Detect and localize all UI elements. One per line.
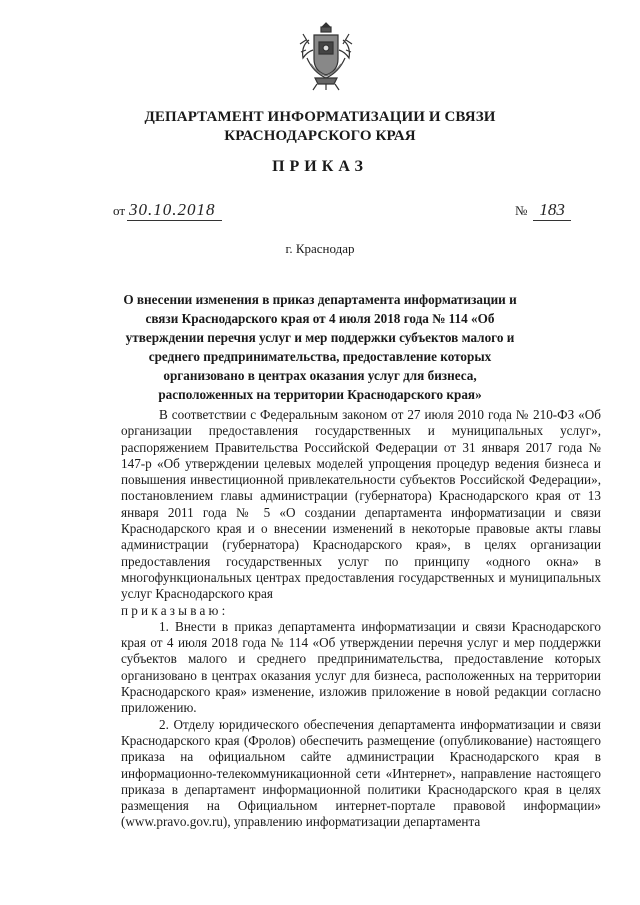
decree-word: приказываю: bbox=[121, 602, 229, 618]
city: г. Краснодар bbox=[285, 241, 355, 256]
item-1-paragraph: 1. Внести в приказ департамента информатизации и связи Краснодарского края от 4 июля 2018 года № 114 «Об утверждении перечня услуг и мер поддержки субъектов малого и среднего предпринимательства, предоставление которых организовано в центрах оказания услуг для бизнеса, расположенных на территории Краснодарского края» изменение, изложив приложение в новой редакции согласно приложению. bbox=[121, 618, 601, 716]
krasnodar-coat-of-arms-icon bbox=[295, 20, 357, 92]
department-line-2: КРАСНОДАРСКОГО КРАЯ bbox=[224, 128, 416, 144]
preamble-paragraph: В соответствии с Федеральным законом от 27 июля 2010 года № 210-ФЗ «Об организации предоставления государственных и муниципальных услуг», распоряжением Правительства Российской Федерации от 31 января 2017 года № 147-р «Об утверждении целевых моделей упрощения процедур ведения бизнеса и повышения инвестиционной привлекательности субъектов Российской Федерации», постановлением главы администрации (губернатора) Краснодарского края от 13 января 2011 года № 5 «О создании департамента информатизации и связи Краснодарского края и о внесении изменений в некоторые правовые акты главы администрации (губернатора) Краснодарского края», в целях организации предоставления государственных услуг по принципу «одного окна» в многофункциональных центрах предоставления государственных и муниципальных услуг Краснодарского края bbox=[121, 407, 601, 602]
department-name bbox=[0, 108, 640, 146]
department-line-1: ДЕПАРТАМЕНТ ИНФОРМАТИЗАЦИИ И СВЯЗИ bbox=[144, 109, 496, 125]
number-value: 183 bbox=[533, 200, 571, 221]
decree-line bbox=[121, 603, 601, 619]
number-prefix: № bbox=[515, 203, 528, 218]
date-value: 30.10.2018 bbox=[127, 200, 222, 221]
order-body bbox=[121, 407, 601, 831]
item-2-paragraph: 2. Отделу юридического обеспечения департамента информатизации и связи Краснодарского края (Фролов) обеспечить размещение (опубликование) настоящего приказа на официальном сайте администрации Краснодарского края в информационно-телекоммуникационной сети «Интернет», направление настоящего приказа в департамент информационной политики Краснодарского края в целях размещения на Официальном интернет-портале правовой информации» (www.pravo.gov.ru), управлению информатизации департамента bbox=[121, 716, 601, 830]
date-prefix: от bbox=[113, 203, 126, 218]
order-date bbox=[113, 200, 222, 221]
order-number bbox=[515, 200, 571, 221]
document-type: ПРИКАЗ bbox=[272, 158, 368, 175]
order-title: О внесении изменения в приказ департамента информатизации и связи Краснодарского края от 4 июля 2018 года № 114 «Об утверждении перечня услуг и мер поддержки субъектов малого и среднего предпринимательства, предоставление которых организовано в центрах оказания услуг для бизнеса, расположенных на территории Краснодарского края» bbox=[123, 292, 517, 402]
